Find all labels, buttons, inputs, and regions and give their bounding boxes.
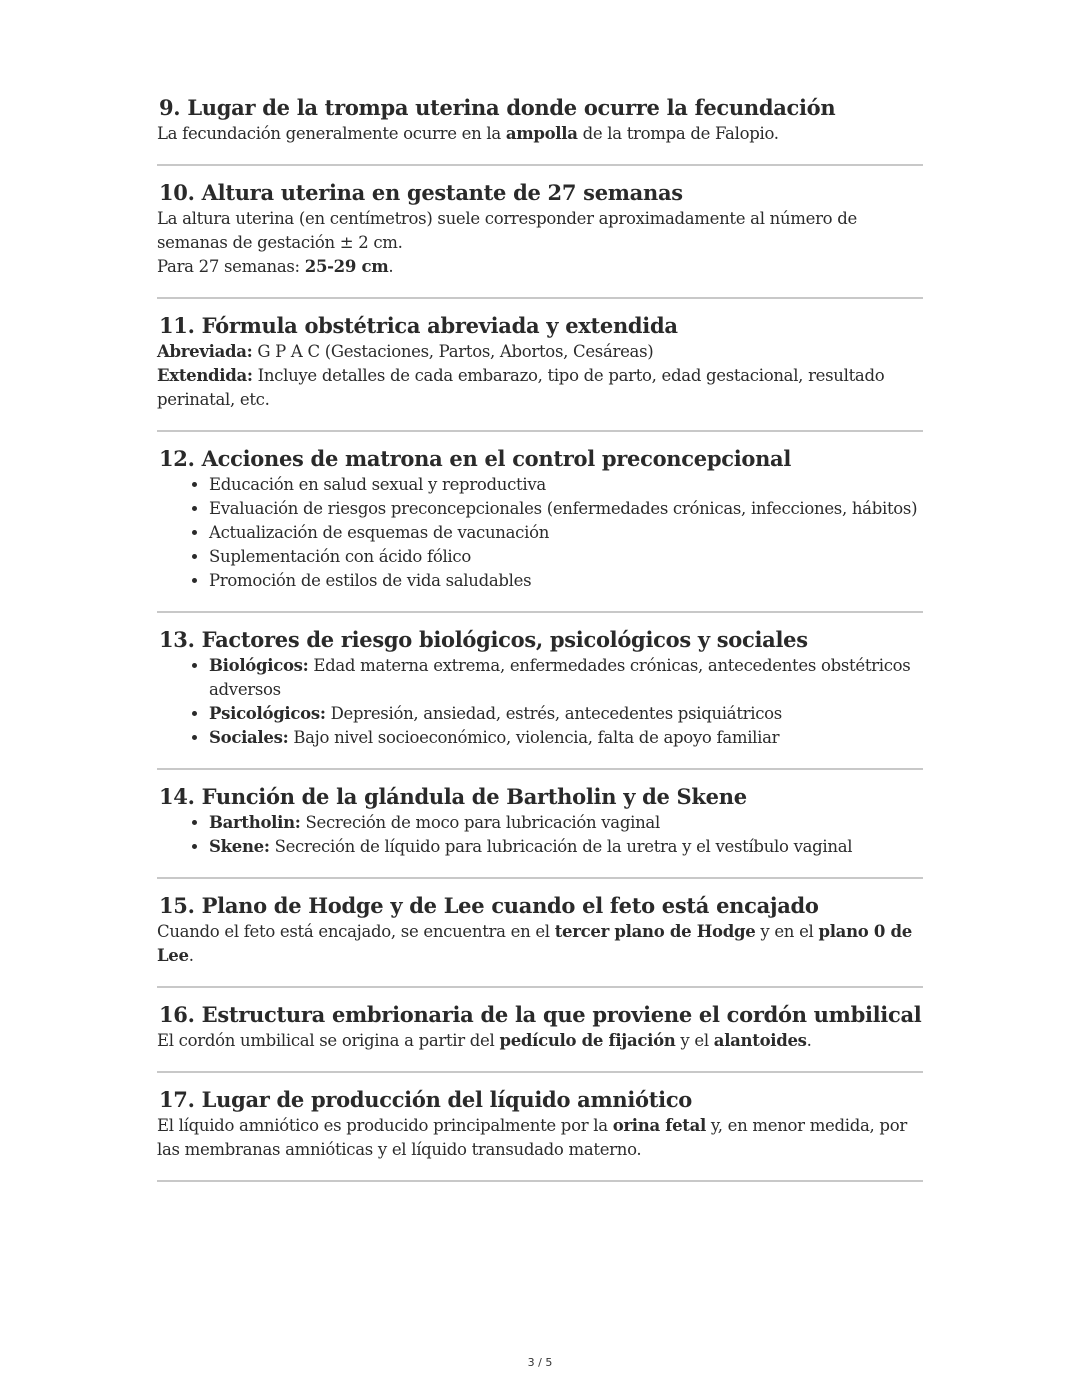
section (157, 1086, 923, 1182)
section-heading: 14. Función de la glándula de Bartholin y de Skene (159, 784, 747, 809)
paragraph (157, 1114, 923, 1162)
text-run: La fecundación generalmente ocurre en la (157, 124, 506, 143)
list-item (209, 545, 923, 569)
text-run: y, en menor medida, por las membranas amnióticas y el líquido transudado materno. (157, 1116, 907, 1159)
bold-text: plano 0 de Lee (157, 922, 912, 965)
text-run: El cordón umbilical se origina a partir del (157, 1031, 500, 1050)
divider (157, 1071, 923, 1073)
text-run: Edad materna extrema, enfermedades crónicas, antecedentes obstétricos adversos (209, 656, 911, 699)
text-run: Bajo nivel socioeconómico, violencia, falta de apoyo familiar (288, 728, 780, 747)
list-item (209, 726, 923, 750)
bullet-list (157, 654, 923, 750)
section (157, 312, 923, 432)
section-heading: 16. Estructura embrionaria de la que proviene el cordón umbilical (159, 1002, 922, 1027)
bold-text: Bartholin: (209, 813, 301, 832)
text-run: y en el (755, 922, 819, 941)
text-run: . (806, 1031, 812, 1050)
section-heading: 9. Lugar de la trompa uterina donde ocurre la fecundación (159, 95, 836, 120)
bold-text: orina fetal (612, 1116, 706, 1135)
bold-text: Sociales: (209, 728, 289, 747)
text-run: Cuando el feto está encajado, se encuentra en el (157, 922, 555, 941)
list-item (209, 835, 923, 859)
bold-text: Biológicos: (209, 656, 309, 675)
paragraph (157, 340, 923, 364)
divider (157, 877, 923, 879)
divider (157, 297, 923, 299)
section-heading: 15. Plano de Hodge y de Lee cuando el feto está encajado (159, 893, 819, 918)
section (157, 783, 923, 879)
text-run: Evaluación de riesgos preconcepcionales (enfermedades crónicas, infecciones, hábitos) (209, 499, 918, 518)
divider (157, 164, 923, 166)
paragraph (157, 255, 923, 279)
section (157, 179, 923, 299)
bold-text: 25-29 cm (304, 257, 389, 276)
text-run: de la trompa de Falopio. (577, 124, 779, 143)
list-item (209, 702, 923, 726)
section (157, 892, 923, 988)
section-heading: 10. Altura uterina en gestante de 27 semanas (159, 180, 683, 205)
text-run: . (188, 946, 194, 965)
paragraph (157, 122, 923, 146)
section-heading: 13. Factores de riesgo biológicos, psicológicos y sociales (159, 627, 808, 652)
text-run: Promoción de estilos de vida saludables (209, 571, 532, 590)
section (157, 445, 923, 613)
list-item (209, 811, 923, 835)
bold-text: Abreviada: (157, 342, 253, 361)
bold-text: Extendida: (157, 366, 253, 385)
paragraph (157, 920, 923, 968)
bold-text: pedículo de fijación (499, 1031, 676, 1050)
text-run: Depresión, ansiedad, estrés, antecedentes psiquiátricos (325, 704, 782, 723)
text-run: . (388, 257, 394, 276)
divider (157, 1180, 923, 1182)
bold-text: ampolla (505, 124, 578, 143)
bold-text: alantoides (713, 1031, 807, 1050)
text-run: El líquido amniótico es producido principalmente por la (157, 1116, 613, 1135)
paragraph (157, 1029, 923, 1053)
paragraph (157, 207, 923, 255)
list-item (209, 497, 923, 521)
section-heading: 12. Acciones de matrona en el control preconcepcional (159, 446, 792, 471)
section (157, 626, 923, 770)
divider (157, 986, 923, 988)
text-run: y el (675, 1031, 714, 1050)
section-heading: 17. Lugar de producción del líquido amniótico (159, 1087, 693, 1112)
text-run: Secreción de líquido para lubricación de la uretra y el vestíbulo vaginal (269, 837, 853, 856)
text-run: Suplementación con ácido fólico (209, 547, 471, 566)
bold-text: Skene: (209, 837, 270, 856)
bullet-list (157, 811, 923, 859)
divider (157, 430, 923, 432)
divider (157, 611, 923, 613)
list-item (209, 521, 923, 545)
list-item (209, 569, 923, 593)
list-item (209, 654, 923, 702)
text-run: Para 27 semanas: (157, 257, 305, 276)
page-number: 3 / 5 (527, 1356, 553, 1369)
text-run: La altura uterina (en centímetros) suele corresponder aproximadamente al número de semanas de gestación ± 2 cm. (157, 209, 857, 252)
text-run: Educación en salud sexual y reproductiva (209, 475, 546, 494)
bold-text: tercer plano de Hodge (554, 922, 756, 941)
text-run: Actualización de esquemas de vacunación (209, 523, 550, 542)
bullet-list (157, 473, 923, 593)
text-run: Incluye detalles de cada embarazo, tipo de parto, edad gestacional, resultado perinatal, etc. (157, 366, 885, 409)
section (157, 94, 923, 166)
document-body (157, 94, 923, 1195)
bold-text: Psicológicos: (209, 704, 326, 723)
text-run: Secreción de moco para lubricación vaginal (300, 813, 660, 832)
list-item (209, 473, 923, 497)
section-heading: 11. Fórmula obstétrica abreviada y extendida (159, 313, 678, 338)
text-run: G P A C (Gestaciones, Partos, Abortos, Cesáreas) (252, 342, 654, 361)
paragraph (157, 364, 923, 412)
divider (157, 768, 923, 770)
section (157, 1001, 923, 1073)
